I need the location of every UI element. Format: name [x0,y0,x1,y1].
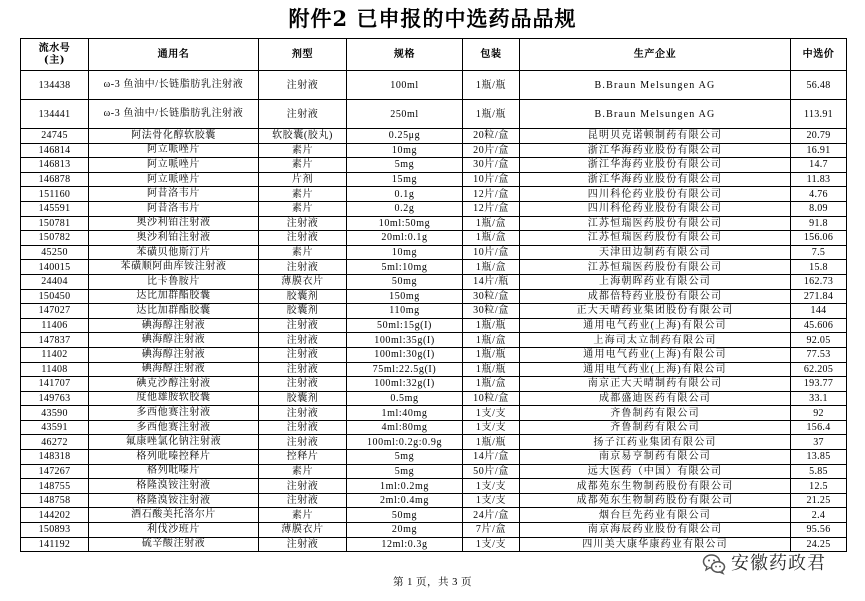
form-cell: 素片 [259,508,347,523]
form-cell: 注射液 [259,420,347,435]
form-cell: 胶囊剂 [259,304,347,319]
maker-cell: 烟台巨先药业有限公司 [520,508,791,523]
table-row [21,508,847,523]
form-cell: 注射液 [259,537,347,552]
table-row [21,187,847,202]
spec-cell: 100ml:30g(I) [347,347,463,362]
price-cell: 13.85 [791,450,847,465]
header-spec: 规格 [347,39,463,71]
name-cell: 阿立哌唑片 [89,172,259,187]
form-cell: 片剂 [259,172,347,187]
form-cell: 注射液 [259,100,347,129]
serial-cell: 144202 [21,508,89,523]
name-cell: 达比加群酯胶囊 [89,304,259,319]
price-cell: 24.25 [791,537,847,552]
name-cell: 阿立哌唑片 [89,143,259,158]
price-cell: 56.48 [791,71,847,100]
price-cell: 21.25 [791,493,847,508]
pack-cell: 1支/支 [463,493,520,508]
pack-cell: 1支/支 [463,537,520,552]
pack-cell: 50片/盒 [463,464,520,479]
form-cell: 素片 [259,464,347,479]
serial-cell: 43591 [21,420,89,435]
form-cell: 注射液 [259,435,347,450]
name-cell: 格列吡嗪片 [89,464,259,479]
page-title: 附件2 已申报的中选药品品规 [288,6,577,31]
table-row [21,391,847,406]
table-row [21,143,847,158]
serial-cell: 150781 [21,216,89,231]
maker-cell: B.Braun Melsungen AG [520,71,791,100]
pack-cell: 1支/支 [463,406,520,421]
spec-cell: 5ml:10mg [347,260,463,275]
maker-cell: 远大医药（中国）有限公司 [520,464,791,479]
price-cell: 62.205 [791,362,847,377]
serial-cell: 151160 [21,187,89,202]
pack-cell: 30粒/盒 [463,304,520,319]
drug-table [20,38,847,552]
serial-cell: 134438 [21,71,89,100]
table-row [21,420,847,435]
table-row [21,464,847,479]
form-cell: 软胶囊(胶丸) [259,129,347,144]
price-cell: 92.05 [791,333,847,348]
name-cell: 氟康唑氯化钠注射液 [89,435,259,450]
form-cell: 注射液 [259,216,347,231]
table-row [21,245,847,260]
price-cell: 144 [791,304,847,319]
header-form: 剂型 [259,39,347,71]
pack-cell: 1瓶/瓶 [463,318,520,333]
form-cell: 注射液 [259,406,347,421]
serial-cell: 150893 [21,523,89,538]
pack-cell: 1瓶/瓶 [463,100,520,129]
table-row [21,201,847,216]
price-cell: 15.8 [791,260,847,275]
serial-cell: 147837 [21,333,89,348]
table-row [21,362,847,377]
spec-cell: 20ml:0.1g [347,231,463,246]
table-body [21,71,847,552]
table-row [21,71,847,100]
page-footer: 第 1 页，共 3 页 [393,577,472,588]
header-price: 中选价 [791,39,847,71]
spec-cell: 0.5mg [347,391,463,406]
table-row [21,231,847,246]
table-row [21,523,847,538]
name-cell: 碘海醇注射液 [89,362,259,377]
price-cell: 92 [791,406,847,421]
spec-cell: 0.25μg [347,129,463,144]
serial-cell: 150782 [21,231,89,246]
price-cell: 20.79 [791,129,847,144]
spec-cell: 4ml:80mg [347,420,463,435]
name-cell: 硫辛酸注射液 [89,537,259,552]
spec-cell: 0.1g [347,187,463,202]
table-row [21,260,847,275]
watermark [702,551,826,577]
pack-cell: 1支/支 [463,420,520,435]
name-cell: 阿立哌唑片 [89,158,259,173]
price-cell: 77.53 [791,347,847,362]
table-row [21,377,847,392]
name-cell: 多西他赛注射液 [89,406,259,421]
spec-cell: 10mg [347,245,463,260]
wechat-icon [702,553,726,575]
form-cell: 素片 [259,187,347,202]
serial-cell: 146878 [21,172,89,187]
name-cell: 奥沙利铂注射液 [89,231,259,246]
maker-cell: 齐鲁制药有限公司 [520,420,791,435]
spec-cell: 2ml:0.4mg [347,493,463,508]
header-serial-sub: (主) [43,54,66,66]
header-serial-label: 流水号 [38,42,71,54]
price-cell: 33.1 [791,391,847,406]
table-row [21,318,847,333]
price-cell: 14.7 [791,158,847,173]
price-cell: 156.06 [791,231,847,246]
form-cell: 注射液 [259,260,347,275]
form-cell: 注射液 [259,231,347,246]
header-serial [21,39,89,71]
spec-cell: 1ml:40mg [347,406,463,421]
spec-cell: 10ml:50mg [347,216,463,231]
price-cell: 156.4 [791,420,847,435]
maker-cell: 齐鲁制药有限公司 [520,406,791,421]
pack-cell: 1瓶/盒 [463,216,520,231]
serial-cell: 43590 [21,406,89,421]
serial-cell: 148758 [21,493,89,508]
serial-cell: 147027 [21,304,89,319]
serial-cell: 11402 [21,347,89,362]
price-cell: 193.77 [791,377,847,392]
serial-cell: 45250 [21,245,89,260]
spec-cell: 75ml:22.5g(I) [347,362,463,377]
spec-cell: 150mg [347,289,463,304]
maker-cell: 上海司太立制药有限公司 [520,333,791,348]
name-cell: 格列吡嗪控释片 [89,450,259,465]
spec-cell: 50mg [347,274,463,289]
name-cell: 比卡鲁胺片 [89,274,259,289]
serial-cell: 150450 [21,289,89,304]
pack-cell: 10片/盒 [463,245,520,260]
price-cell: 11.83 [791,172,847,187]
table-row [21,274,847,289]
name-cell: 格隆溴铵注射液 [89,493,259,508]
table-row [21,537,847,552]
serial-cell: 140015 [21,260,89,275]
maker-cell: 南京易亨制药有限公司 [520,450,791,465]
table-row [21,435,847,450]
table-row [21,479,847,494]
spec-cell: 20mg [347,523,463,538]
serial-cell: 148318 [21,450,89,465]
form-cell: 注射液 [259,71,347,100]
header-maker: 生产企业 [520,39,791,71]
price-cell: 8.09 [791,201,847,216]
name-cell: 碘海醇注射液 [89,333,259,348]
table-row [21,406,847,421]
price-cell: 16.91 [791,143,847,158]
price-cell: 113.91 [791,100,847,129]
name-cell: ω-3 鱼油中/长链脂肪乳注射液 [89,71,259,100]
price-cell: 91.8 [791,216,847,231]
maker-cell: B.Braun Melsungen AG [520,100,791,129]
maker-cell: 江苏恒瑞医药股份有限公司 [520,231,791,246]
price-cell: 271.84 [791,289,847,304]
name-cell: 碘海醇注射液 [89,347,259,362]
table-row [21,493,847,508]
pack-cell: 20片/盒 [463,143,520,158]
serial-cell: 46272 [21,435,89,450]
pack-cell: 10粒/盒 [463,391,520,406]
price-cell: 2.4 [791,508,847,523]
form-cell: 控释片 [259,450,347,465]
pack-cell: 30粒/盒 [463,289,520,304]
maker-cell: 成都苑东生物制药股份有限公司 [520,479,791,494]
price-cell: 4.76 [791,187,847,202]
price-cell: 162.73 [791,274,847,289]
pack-cell: 1瓶/瓶 [463,362,520,377]
pack-cell: 24片/盒 [463,508,520,523]
form-cell: 素片 [259,143,347,158]
name-cell: 碘克沙醇注射液 [89,377,259,392]
maker-cell: 浙江华海药业股份有限公司 [520,158,791,173]
header-pack: 包装 [463,39,520,71]
spec-cell: 15mg [347,172,463,187]
serial-cell: 134441 [21,100,89,129]
form-cell: 注射液 [259,333,347,348]
maker-cell: 江苏恒瑞医药股份有限公司 [520,260,791,275]
form-cell: 注射液 [259,347,347,362]
maker-cell: 浙江华海药业股份有限公司 [520,143,791,158]
price-cell: 5.85 [791,464,847,479]
spec-cell: 110mg [347,304,463,319]
pack-cell: 1瓶/盒 [463,260,520,275]
maker-cell: 四川科伦药业股份有限公司 [520,187,791,202]
watermark-text: 安徽药政君 [731,553,826,574]
spec-cell: 5mg [347,464,463,479]
maker-cell: 成都倍特药业股份有限公司 [520,289,791,304]
name-cell: 阿法骨化醇软胶囊 [89,129,259,144]
pack-cell: 1瓶/盒 [463,333,520,348]
maker-cell: 成都苑东生物制药股份有限公司 [520,493,791,508]
name-cell: 苯磺顺阿曲库铵注射液 [89,260,259,275]
maker-cell: 四川美大康华康药业有限公司 [520,537,791,552]
spec-cell: 1ml:0.2mg [347,479,463,494]
form-cell: 素片 [259,201,347,216]
table-row [21,100,847,129]
serial-cell: 148755 [21,479,89,494]
table-header [21,39,847,71]
serial-cell: 146814 [21,143,89,158]
maker-cell: 天津田边制药有限公司 [520,245,791,260]
pack-cell: 1瓶/瓶 [463,435,520,450]
spec-cell: 10mg [347,143,463,158]
maker-cell: 浙江华海药业股份有限公司 [520,172,791,187]
serial-cell: 11408 [21,362,89,377]
pack-cell: 1瓶/瓶 [463,71,520,100]
serial-cell: 146813 [21,158,89,173]
name-cell: 奥沙利铂注射液 [89,216,259,231]
name-cell: 达比加群酯胶囊 [89,289,259,304]
pack-cell: 12片/盒 [463,187,520,202]
form-cell: 注射液 [259,318,347,333]
form-cell: 素片 [259,158,347,173]
maker-cell: 上海朝晖药业有限公司 [520,274,791,289]
pack-cell: 12片/盒 [463,201,520,216]
serial-cell: 24745 [21,129,89,144]
name-cell: 多西他赛注射液 [89,420,259,435]
price-cell: 7.5 [791,245,847,260]
serial-cell: 141192 [21,537,89,552]
pack-cell: 1瓶/盒 [463,231,520,246]
pack-cell: 30片/盒 [463,158,520,173]
table-row [21,450,847,465]
maker-cell: 昆明贝克诺顿制药有限公司 [520,129,791,144]
table-row [21,333,847,348]
form-cell: 胶囊剂 [259,391,347,406]
spec-cell: 50ml:15g(I) [347,318,463,333]
pack-cell: 1瓶/盒 [463,377,520,392]
spec-cell: 100ml:32g(I) [347,377,463,392]
form-cell: 胶囊剂 [259,289,347,304]
name-cell: 碘海醇注射液 [89,318,259,333]
spec-cell: 100ml:0.2g:0.9g [347,435,463,450]
maker-cell: 通用电气药业(上海)有限公司 [520,347,791,362]
pack-cell: 20粒/盒 [463,129,520,144]
maker-cell: 扬子江药业集团有限公司 [520,435,791,450]
header-name: 通用名 [89,39,259,71]
form-cell: 注射液 [259,362,347,377]
pack-cell: 14片/盒 [463,450,520,465]
form-cell: 注射液 [259,479,347,494]
table-row [21,347,847,362]
maker-cell: 江苏恒瑞医药股份有限公司 [520,216,791,231]
pack-cell: 1支/支 [463,479,520,494]
table-row [21,304,847,319]
maker-cell: 通用电气药业(上海)有限公司 [520,318,791,333]
name-cell: 苯磺贝他斯汀片 [89,245,259,260]
form-cell: 薄膜衣片 [259,274,347,289]
name-cell: ω-3 鱼油中/长链脂肪乳注射液 [89,100,259,129]
name-cell: 阿昔洛韦片 [89,201,259,216]
maker-cell: 四川科伦药业股份有限公司 [520,201,791,216]
pack-cell: 7片/盒 [463,523,520,538]
spec-cell: 250ml [347,100,463,129]
spec-cell: 0.2g [347,201,463,216]
spec-cell: 5mg [347,158,463,173]
form-cell: 素片 [259,245,347,260]
spec-cell: 50mg [347,508,463,523]
serial-cell: 147267 [21,464,89,479]
header-row [21,39,847,71]
name-cell: 酒石酸美托洛尔片 [89,508,259,523]
table-row [21,289,847,304]
serial-cell: 149763 [21,391,89,406]
spec-cell: 5mg [347,450,463,465]
price-cell: 45.606 [791,318,847,333]
serial-cell: 141707 [21,377,89,392]
pack-cell: 14片/瓶 [463,274,520,289]
serial-cell: 24404 [21,274,89,289]
name-cell: 利伐沙班片 [89,523,259,538]
name-cell: 度他雄胺软胶囊 [89,391,259,406]
form-cell: 注射液 [259,493,347,508]
table-row [21,216,847,231]
name-cell: 阿昔洛韦片 [89,187,259,202]
maker-cell: 南京海辰药业股份有限公司 [520,523,791,538]
spec-cell: 100ml:35g(I) [347,333,463,348]
serial-cell: 11406 [21,318,89,333]
price-cell: 12.5 [791,479,847,494]
maker-cell: 通用电气药业(上海)有限公司 [520,362,791,377]
pack-cell: 1瓶/瓶 [463,347,520,362]
table-row [21,172,847,187]
form-cell: 注射液 [259,377,347,392]
form-cell: 薄膜衣片 [259,523,347,538]
name-cell: 格隆溴铵注射液 [89,479,259,494]
maker-cell: 正大天晴药业集团股份有限公司 [520,304,791,319]
pack-cell: 10片/盒 [463,172,520,187]
price-cell: 95.56 [791,523,847,538]
serial-cell: 145591 [21,201,89,216]
maker-cell: 南京正大天晴制药有限公司 [520,377,791,392]
maker-cell: 成都盛迪医药有限公司 [520,391,791,406]
table-row [21,129,847,144]
price-cell: 37 [791,435,847,450]
table-row [21,158,847,173]
spec-cell: 12ml:0.3g [347,537,463,552]
spec-cell: 100ml [347,71,463,100]
